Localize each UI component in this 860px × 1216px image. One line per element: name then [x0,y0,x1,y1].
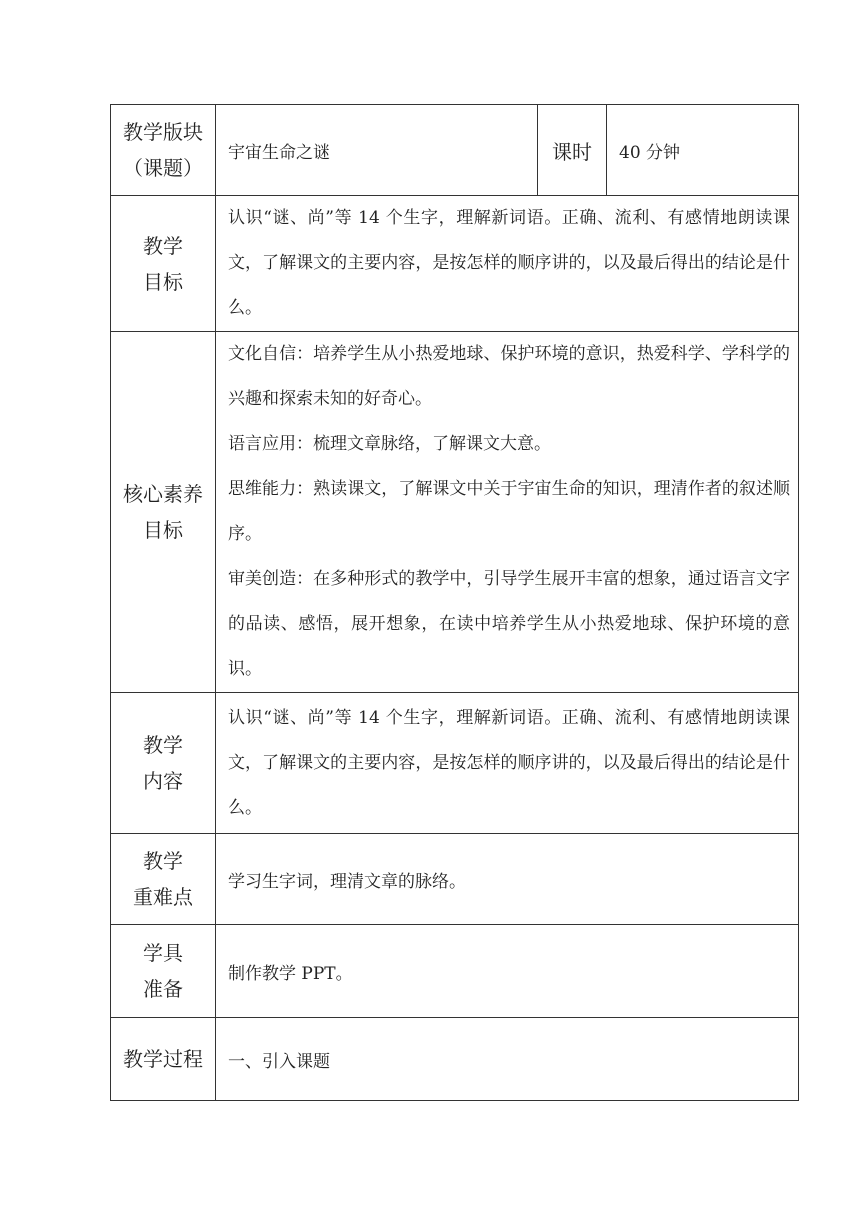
core-literacy-text [216,332,799,693]
teaching-content-paragraph: 认识“谜、尚”等 14 个生字，理解新词语。正确、流利、有感情地朗读课文，了解课文的主要内容，是按怎样的顺序讲的，以及最后得出的结论是什么。 [228,707,790,818]
label-materials [111,925,216,1018]
label-teaching-goals-line2: 目标 [143,269,183,294]
label-core-literacy-line2: 目标 [143,518,183,542]
period-value: 40 分钟 [607,105,799,196]
label-key-points [111,834,216,925]
label-topic-line2: （课题） [123,156,203,180]
row-topic [111,105,799,196]
label-teaching-content-line1: 教学 [143,733,183,757]
label-core-literacy-line1: 核心素养 [123,482,203,506]
label-teaching-content-line2: 内容 [143,769,183,793]
label-teaching-goals-line1: 教学 [143,233,183,258]
teaching-content-text [216,693,799,834]
label-topic [111,105,216,196]
label-teaching-process: 教学过程 [111,1018,216,1101]
label-period: 课时 [538,105,607,196]
row-teaching-content [111,693,799,834]
label-core-literacy [111,332,216,693]
label-materials-line2: 准备 [143,977,183,1001]
core-literacy-language: 语言应用：梳理文章脉络，了解课文大意。 [228,434,551,454]
teaching-goals-paragraph: 认识“谜、尚”等 14 个生字，理解新词语。正确、流利、有感情地朗读课文，了解课文的主要内容，是按怎样的顺序讲的，以及最后得出的结论是什么。 [228,208,790,318]
materials-text: 制作教学 PPT。 [216,925,799,1018]
label-teaching-content [111,693,216,834]
key-points-text: 学习生字词，理清文章的脉络。 [216,834,799,925]
teaching-process-text: 一、引入课题 [216,1018,799,1101]
lesson-plan-table [110,104,799,1101]
core-literacy-culture: 文化自信：培养学生从小热爱地球、保护环境的意识，热爱科学、学科学的兴趣和探索未知的好奇心。 [228,344,790,409]
topic-title: 宇宙生命之谜 [216,105,538,196]
row-teaching-goals [111,196,799,332]
core-literacy-aesthetics: 审美创造：在多种形式的教学中，引导学生展开丰富的想象，通过语言文字的品读、感悟，展开想象，在读中培养学生从小热爱地球、保护环境的意识。 [228,569,790,679]
label-teaching-goals [111,196,216,332]
row-key-points [111,834,799,925]
row-materials [111,925,799,1018]
teaching-goals-text [216,196,799,332]
core-literacy-thinking: 思维能力：熟读课文，了解课文中关于宇宙生命的知识，理清作者的叙述顺序。 [228,479,790,544]
label-topic-line1: 教学版块 [123,120,203,144]
label-materials-line1: 学具 [143,941,183,965]
label-key-points-line2: 重难点 [133,885,193,909]
row-core-literacy [111,332,799,693]
label-key-points-line1: 教学 [143,849,183,873]
row-teaching-process [111,1018,799,1101]
